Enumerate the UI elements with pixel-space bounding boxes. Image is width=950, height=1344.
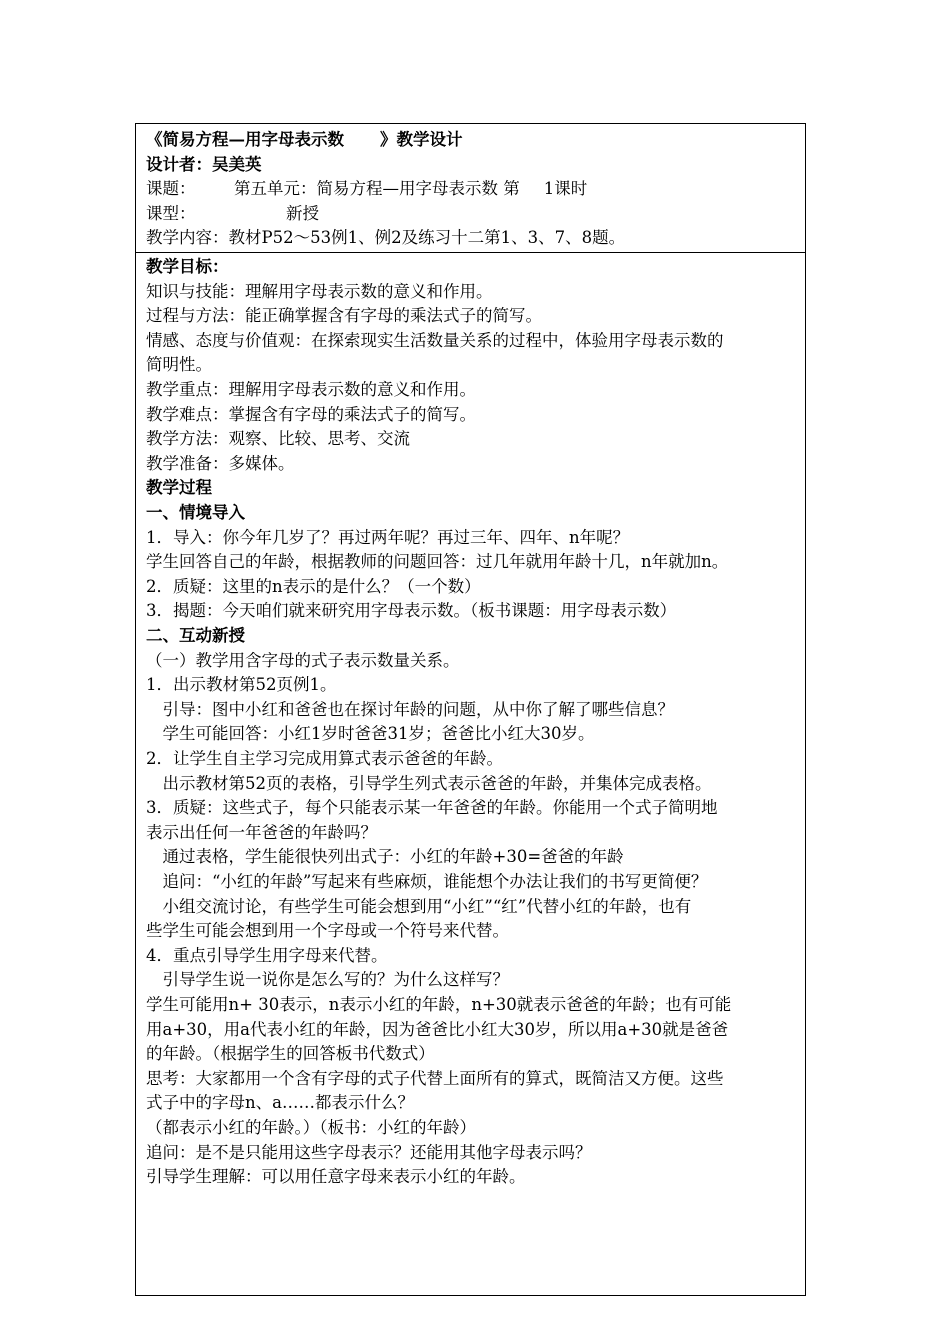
content-value: 教材P52～53例1、例2及练习十二第1、3、7、8题。 (228, 228, 626, 247)
body-line: 引导学生理解：可以用任意字母来表示小红的年龄。 (146, 1167, 526, 1187)
body-line: 些学生可能会想到用一个字母或一个符号来代替。 (146, 921, 509, 941)
type-label: 课型： (146, 204, 196, 223)
body-line: （都表示小红的年龄。）（板书：小红的年龄） (146, 1118, 476, 1137)
body-line: 教学难点：掌握含有字母的乘法式子的简写。 (146, 404, 476, 424)
body-line: 3．质疑：这些式子，每个只能表示某一年爸爸的年龄。你能用一个式子简明地 (146, 798, 718, 818)
body-line: （一）教学用含字母的式子表示数量关系。 (146, 650, 460, 670)
title-right: 》教学设计 (380, 130, 463, 149)
designer-label: 设计者： (146, 155, 212, 174)
body-line: 学生可能用n+ 30表示，n表示小红的年龄，n+30就表示爸爸的年龄；也有可能 (146, 995, 732, 1014)
designer-name: 吴美英 (212, 155, 262, 174)
title-left: 《简易方程—用字母表示数 (146, 130, 344, 149)
main-box (135, 252, 806, 1296)
topic-value: 第五单元：简易方程—用字母表示数 (234, 179, 498, 198)
body-line: 出示教材第52页的表格，引导学生列式表示爸爸的年龄，并集体完成表格。 (146, 773, 712, 793)
type-value: 新授 (286, 204, 319, 223)
body-line: 用a+30，用a代表小红的年龄，因为爸爸比小红大30岁，所以用a+30就是爸爸 (146, 1019, 729, 1039)
body-line: 小组交流讨论，有些学生可能会想到用“小红”“红”代替小红的年龄，也有 (146, 896, 692, 916)
content-line (146, 226, 797, 251)
body-line: 通过表格，学生能很快列出式子：小红的年龄+30=爸爸的年龄 (146, 847, 624, 867)
body-line: 的年龄。（根据学生的回答板书代数式） (146, 1044, 435, 1064)
section-heading-new-lesson: 二、互动新授 (146, 626, 245, 645)
topic-label: 课题： (146, 179, 196, 198)
body-line: 2．质疑：这里的n表示的是什么？（一个数） (146, 576, 481, 596)
body-line: 简明性。 (146, 355, 212, 375)
header-box (135, 123, 806, 253)
body-line: 2．让学生自主学习完成用算式表示爸爸的年龄。 (146, 749, 503, 768)
body-line: 知识与技能：理解用字母表示数的意义和作用。 (146, 281, 493, 301)
body-line: 4．重点引导学生用字母来代替。 (146, 945, 388, 965)
body-line: 教学准备：多媒体。 (146, 453, 295, 473)
body-line: 引导学生说一说你是怎么写的？为什么这样写？ (146, 970, 509, 990)
section-heading-objectives: 教学目标： (146, 257, 229, 276)
content-label: 教学内容： (146, 228, 229, 247)
body-line: 表示出任何一年爸爸的年龄吗？ (146, 822, 377, 842)
body-line: 1．导入：你今年几岁了？再过两年呢？再过三年、四年、n年呢？ (146, 527, 630, 547)
body-line: 追问：“小红的年龄”写起来有些麻烦，谁能想个办法让我们的书写更简便？ (146, 872, 708, 891)
designer-line (146, 153, 797, 178)
body-line: 过程与方法：能正确掌握含有字母的乘法式子的简写。 (146, 306, 542, 326)
topic-lesson-b: 1课时 (543, 179, 588, 198)
body-line: 式子中的字母n、a……都表示什么？ (146, 1093, 414, 1113)
topic-lesson-a: 第 (503, 179, 520, 198)
body-line: 1．出示教材第52页例1。 (146, 675, 337, 695)
body-line: 情感、态度与价值观：在探索现实生活数量关系的过程中，体验用字母表示数的 (146, 330, 724, 350)
body-line: 教学重点：理解用字母表示数的意义和作用。 (146, 380, 476, 399)
type-line (146, 202, 797, 227)
body-line: 3．揭题：今天咱们就来研究用字母表示数。（板书课题：用字母表示数） (146, 601, 677, 621)
body-line: 追问：是不是只能用这些字母表示？还能用其他字母表示吗？ (146, 1142, 592, 1162)
document-title (146, 128, 797, 153)
body-line: 学生可能回答：小红1岁时爸爸31岁；爸爸比小红大30岁。 (146, 724, 595, 744)
body-line: 学生回答自己的年龄，根据教师的问题回答：过几年就用年龄十几，n年就加n。 (146, 552, 729, 572)
body-line: 教学方法：观察、比较、思考、交流 (146, 429, 410, 449)
body-line: 思考：大家都用一个含有字母的式子代替上面所有的算式，既简洁又方便。这些 (146, 1068, 724, 1088)
section-heading-process: 教学过程 (146, 478, 212, 498)
section-heading-intro: 一、情境导入 (146, 503, 245, 522)
topic-line (146, 177, 797, 202)
body-line: 引导：图中小红和爸爸也在探讨年龄的问题，从中你了解了哪些信息？ (146, 699, 674, 719)
